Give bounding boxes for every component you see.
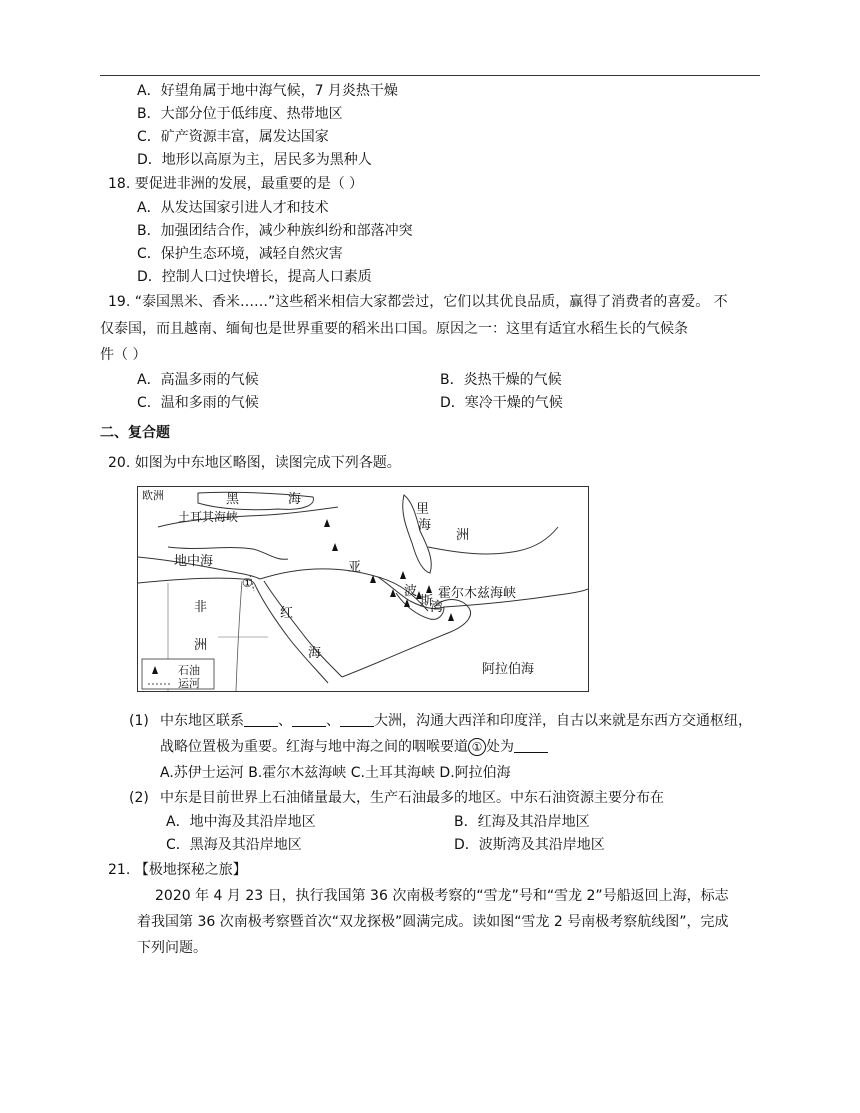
header-rule [100,75,760,76]
q20-sub1-text-d: 处为 [486,739,514,755]
egypt-coast [138,578,256,587]
label-gulf-1: 波 [404,584,418,599]
oil-icon [426,585,432,593]
red-sea-west-coast [256,587,328,683]
q20-sub1-line-2 [160,737,548,757]
label-marker-1: ① [242,576,253,590]
label-black-sea-2: 海 [288,492,302,507]
q20-sub2-stem: 中东是目前世界上石油储量最大，生产石油最多的地区。中东石油资源主要分布在 [160,790,664,806]
q20-sub2-number: (2) [129,790,149,806]
label-europe: 欧洲 [142,489,164,502]
label-mediterranean: 地中海 [174,554,214,569]
q20-stem: 20. 如图为中东地区略图，读图完成下列各题。 [108,455,401,471]
q17-option-a: A．好望角属于地中海气候，7 月炎热干燥 [137,83,398,99]
label-africa-1: 非 [194,600,208,615]
label-bosporus: 土耳其海峡 [178,510,239,524]
q20-sub1-number: (1) [129,713,149,729]
q18-option-b: B．加强团结合作，减少种族纠纷和部落冲突 [137,223,413,239]
q19-option-a: A．高温多雨的气候 [137,372,259,388]
q21-para-line-1: 2020 年 4 月 23 日，执行我国第 36 次南极考察的“雪龙”号和“雪龙 2”号船返回上海，标志 [155,888,729,904]
q20-sub2-option-d: D．波斯湾及其沿岸地区 [454,837,605,853]
q17-option-b: B．大部分位于低纬度、热带地区 [137,106,343,122]
q17-option-d: D．地形以高原为主，居民多为黑种人 [137,152,372,168]
oil-icon [448,613,454,621]
q20-sub2-option-c: C．黑海及其沿岸地区 [166,837,302,853]
q17-option-c: C．矿产资源丰富，属发达国家 [137,129,329,145]
label-arabian-sea: 阿拉伯海 [482,662,535,677]
label-red-sea-2: 海 [308,646,322,661]
answer-blank-3[interactable] [340,712,374,727]
middle-east-map [137,486,589,692]
q19-option-b: B．炎热干燥的气候 [440,372,562,388]
q21-para-line-3: 下列问题。 [137,940,207,956]
q20-sub1-text-b: 大洲，沟通大西洋和印度洋，自古以来就是东西方交通枢纽， [374,713,752,729]
q20-sub1-text-a: 中东地区联系 [160,713,244,729]
label-hormuz: 霍尔木兹海峡 [438,586,517,601]
q21-para-line-2: 着我国第 36 次南极考察暨首次“双龙探极”圆满完成。读如图“雪龙 2 号南极考察航线图”，完成 [137,914,729,930]
map-drawing [138,487,588,691]
circled-marker: ① [468,738,486,756]
q21-stem: 21. 【极地探秘之旅】 [108,862,247,878]
iran-border [428,527,558,554]
q19-option-c: C．温和多雨的气候 [137,395,259,411]
oil-icon [332,543,338,551]
q19-option-d: D．寒冷干燥的气候 [440,395,563,411]
label-gulf-3: 湾 [430,600,444,615]
q18-option-c: C．保护生态环境，减轻自然灾害 [137,246,343,262]
separator: 、 [278,713,292,729]
label-africa-2: 洲 [194,638,208,653]
label-caspian-2: 海 [418,518,432,533]
q19-stem-line-1: 19. “泰国黑米、香米……”这些稻米相信大家都尝过，它们以其优良品质，赢得了消费者的喜爱。 不 [108,294,728,310]
q18-option-a: A．从发达国家引进人才和技术 [137,200,329,216]
answer-blank-4[interactable] [514,738,548,753]
label-asia-2: 洲 [456,528,470,543]
section-title: 二、复合题 [100,425,170,441]
q20-sub2-option-b: B．红海及其沿岸地区 [454,814,590,830]
label-asia-1: 亚 [348,560,362,575]
red-sea-east-coast [264,581,342,677]
nile-river [236,581,242,691]
label-caspian-1: 里 [416,502,430,517]
label-gulf-2: 斯 [420,594,434,609]
label-black-sea-1: 黑 [226,492,240,507]
q20-sub2-option-a: A．地中海及其沿岸地区 [166,814,316,830]
q20-sub1-line-1 [160,711,752,731]
oil-icon [400,571,406,579]
q20-sub1-options: A.苏伊士运河 B.霍尔木兹海峡 C.土耳其海峡 D.阿拉伯海 [160,765,511,781]
q18-option-d: D．控制人口过快增长，提高人口素质 [137,269,372,285]
legend-canal-label: 运河 [178,677,200,690]
oil-icon [324,519,330,527]
answer-blank-2[interactable] [292,712,326,727]
answer-blank-1[interactable] [244,712,278,727]
arabia-south-coast [342,600,471,677]
separator: 、 [326,713,340,729]
legend-oil-label: 石油 [178,664,200,677]
q19-stem-line-3: 件（ ） [100,347,147,363]
q19-stem-line-2: 仅泰国，而且越南、缅甸也是世界重要的稻米出口国。原因之一：这里有适宜水稻生长的气候条 [100,321,688,337]
q20-sub1-text-c: 战略位置极为重要。红海与地中海之间的咽喉要道 [160,739,468,755]
label-red-sea-1: 红 [280,606,294,621]
q18-stem: 18. 要促进非洲的发展，最重要的是（ ） [108,176,364,192]
